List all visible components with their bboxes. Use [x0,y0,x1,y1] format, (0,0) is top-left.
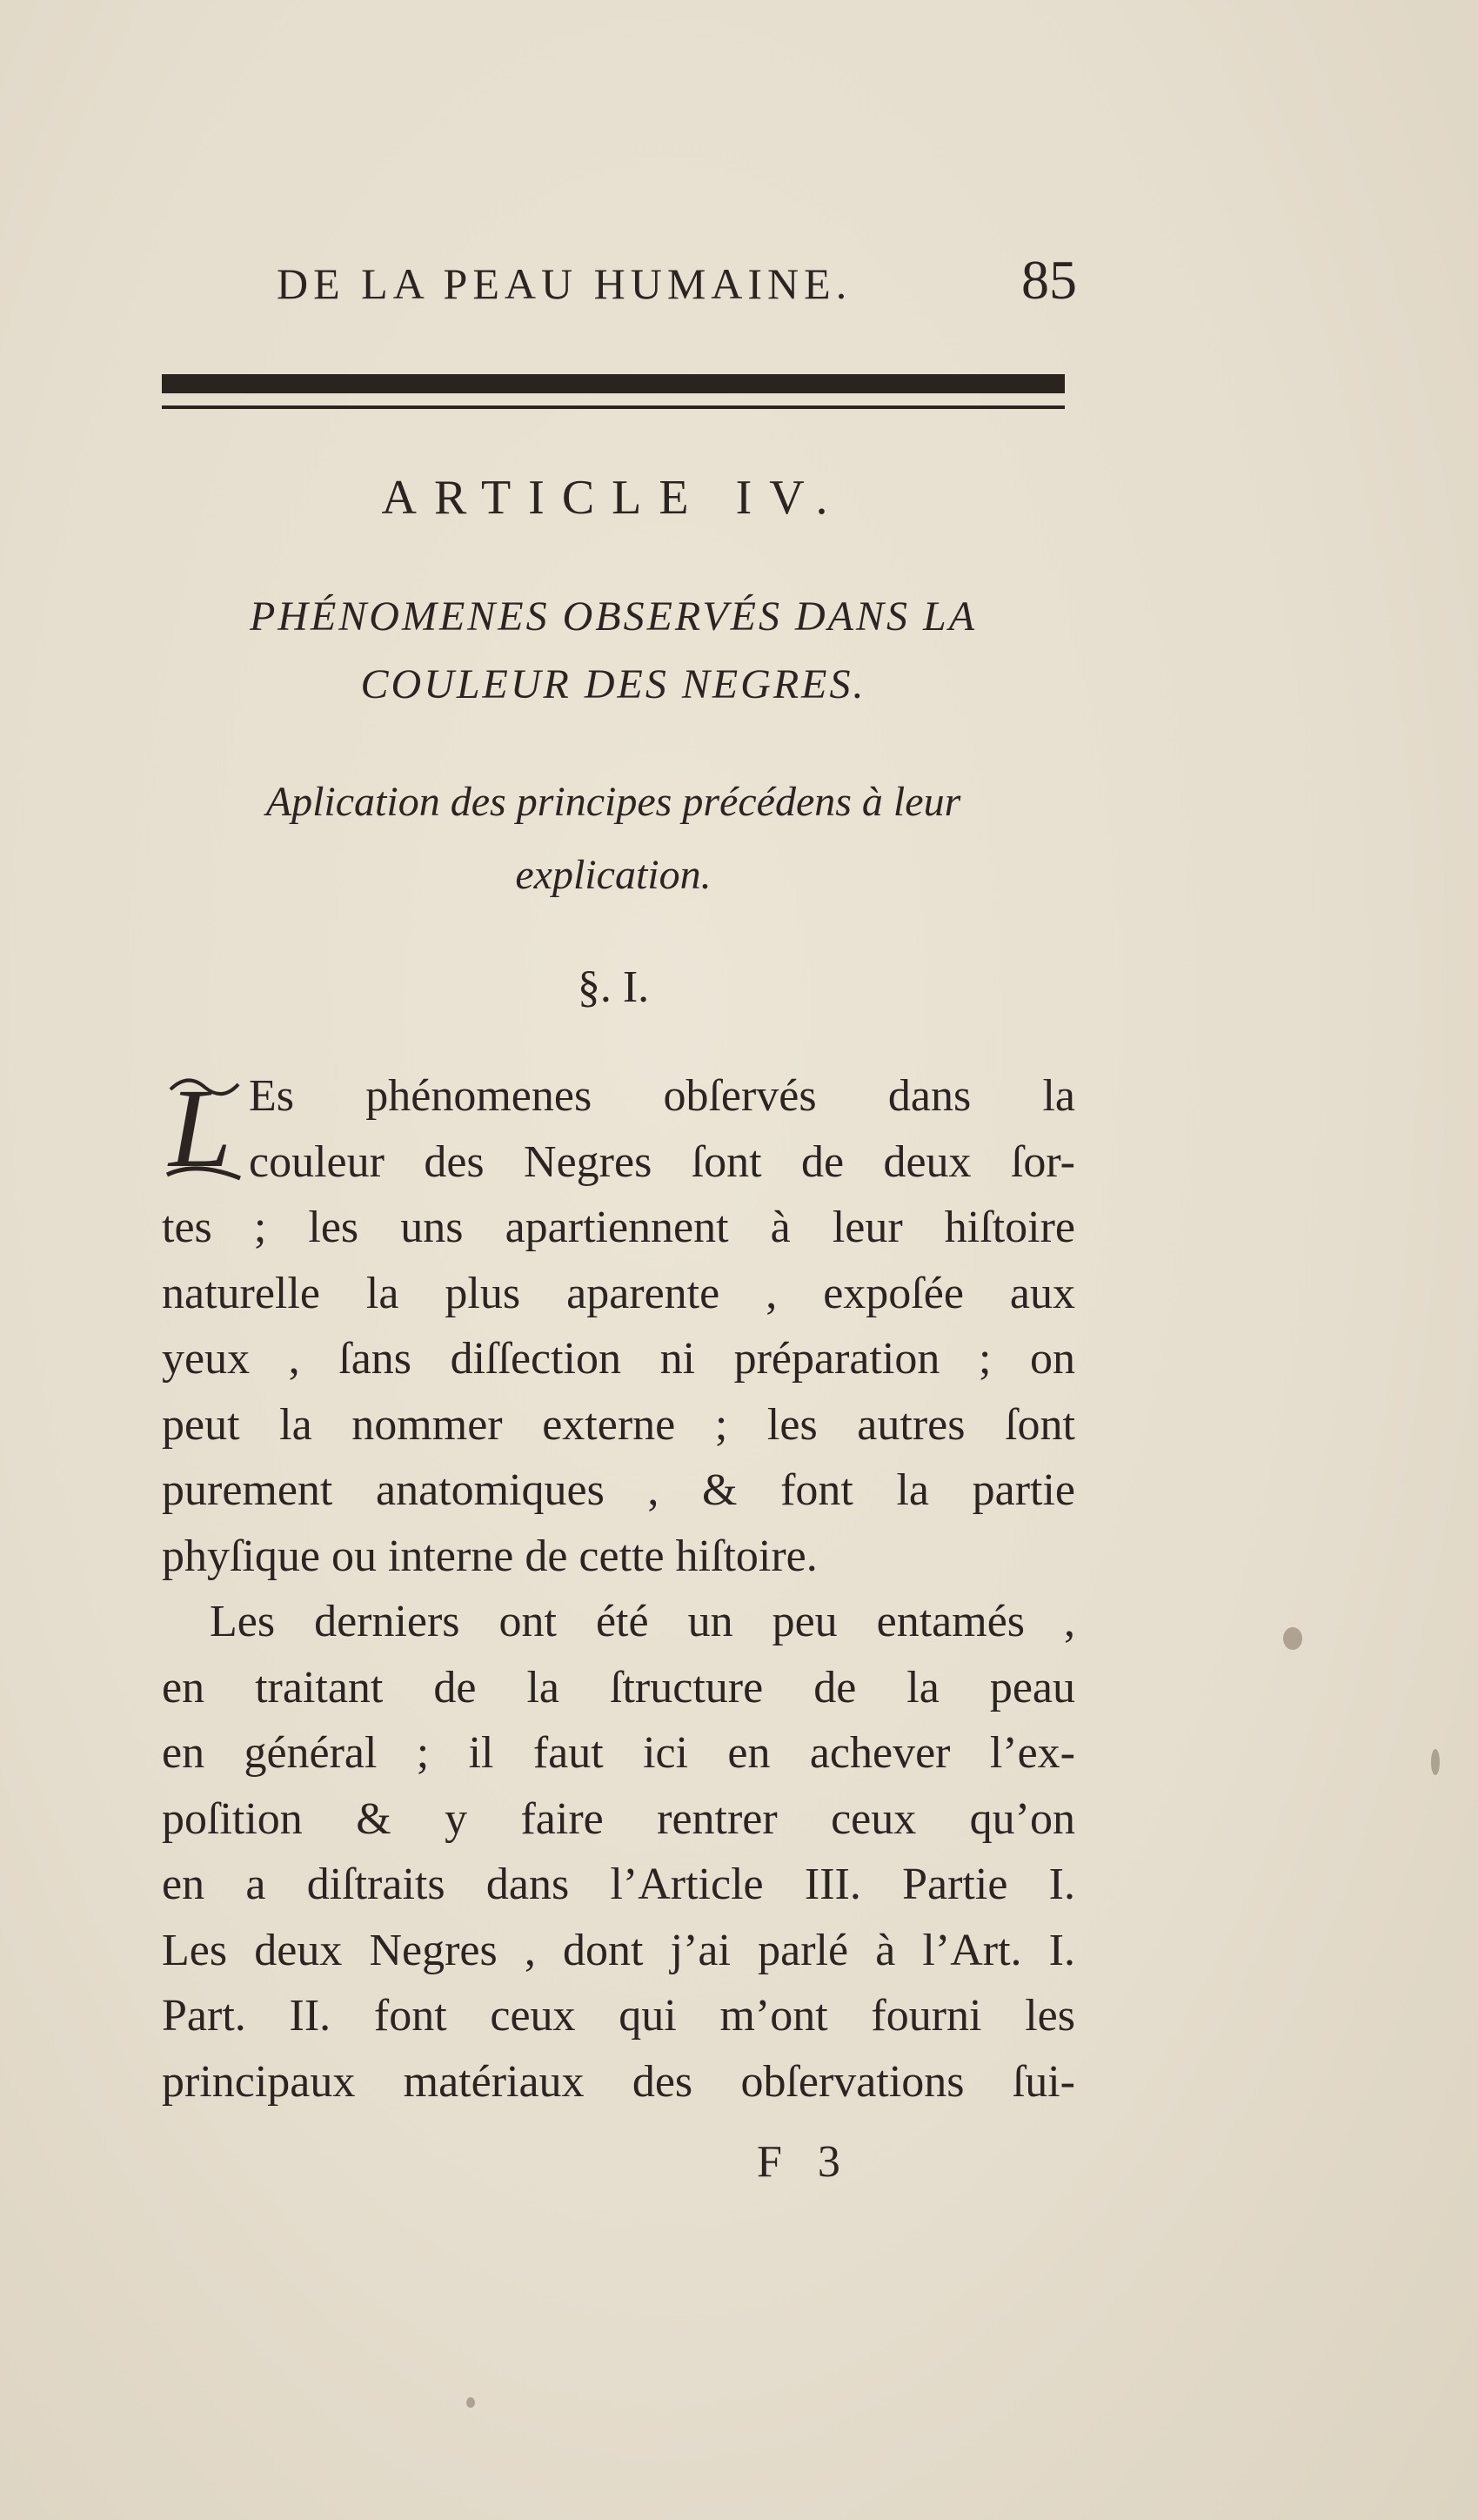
body-line: purement anatomiques , & font la partie [162,1465,1075,1515]
paper-speck [466,2397,475,2408]
body-line: en a diſtraits dans l’Article III. Partie I. [162,1860,1075,1909]
body-line: en traitant de la ſtructure de la peau [162,1662,1075,1712]
body-line: phyſique ou interne de cette hiſtoire. [162,1531,818,1581]
body-line: Les deux Negres , dont j’ai parlé à l’Art. I. [162,1925,1075,1975]
body-line: en général ; il faut ici en achever l’ex- [162,1728,1075,1778]
drop-cap-letter: L [169,1066,232,1191]
ornamental-rule-thick [162,374,1065,393]
body-line: poſition & y faire rentrer ceux qu’on [162,1793,1075,1844]
application-line-1: Aplication des principes précédens à leur [265,779,961,825]
body-text [162,1063,1075,2115]
section-mark: §. I. [577,962,650,1012]
body-line: principaux matériaux des obſervations ſui- [162,2056,1075,2107]
signature-mark: F 3 [757,2137,853,2187]
paper-speck [1431,1749,1440,1775]
body-line: Part. II. font ceux qui m’ont fourni les [162,1991,1075,2041]
body-line: Es phénomenes obſervés dans la [249,1071,1075,1121]
subtitle-line-1: PHÉNOMENES OBSERVÉS DANS LA [249,593,978,640]
ornamental-rule-thin [162,405,1065,409]
body-line: tes ; les uns apartiennent à leur hiſtoire [162,1203,1075,1252]
running-head-title: DE LA PEAU HUMAINE. [277,259,853,308]
running-head [277,248,1077,312]
body-line: Les derniers ont été un peu entamés , [210,1597,1075,1646]
body-line: couleur des Negres ſont de deux ſor- [249,1136,1075,1187]
page-number: 85 [1021,249,1077,311]
article-heading: ARTICLE IV. [381,471,846,525]
article-subtitle [162,583,1065,719]
application-line-2: explication. [515,852,712,898]
body-line: naturelle la plus aparente , expoſée aux [162,1268,1075,1318]
paper-speck [1283,1627,1302,1650]
body-line: peut la nommer externe ; les autres ſont [162,1399,1075,1450]
subtitle-line-2: COULEUR DES NEGRES. [360,661,866,707]
body-line: yeux , ſans diſſection ni préparation ; on [162,1334,1075,1384]
application-heading [162,766,1065,912]
